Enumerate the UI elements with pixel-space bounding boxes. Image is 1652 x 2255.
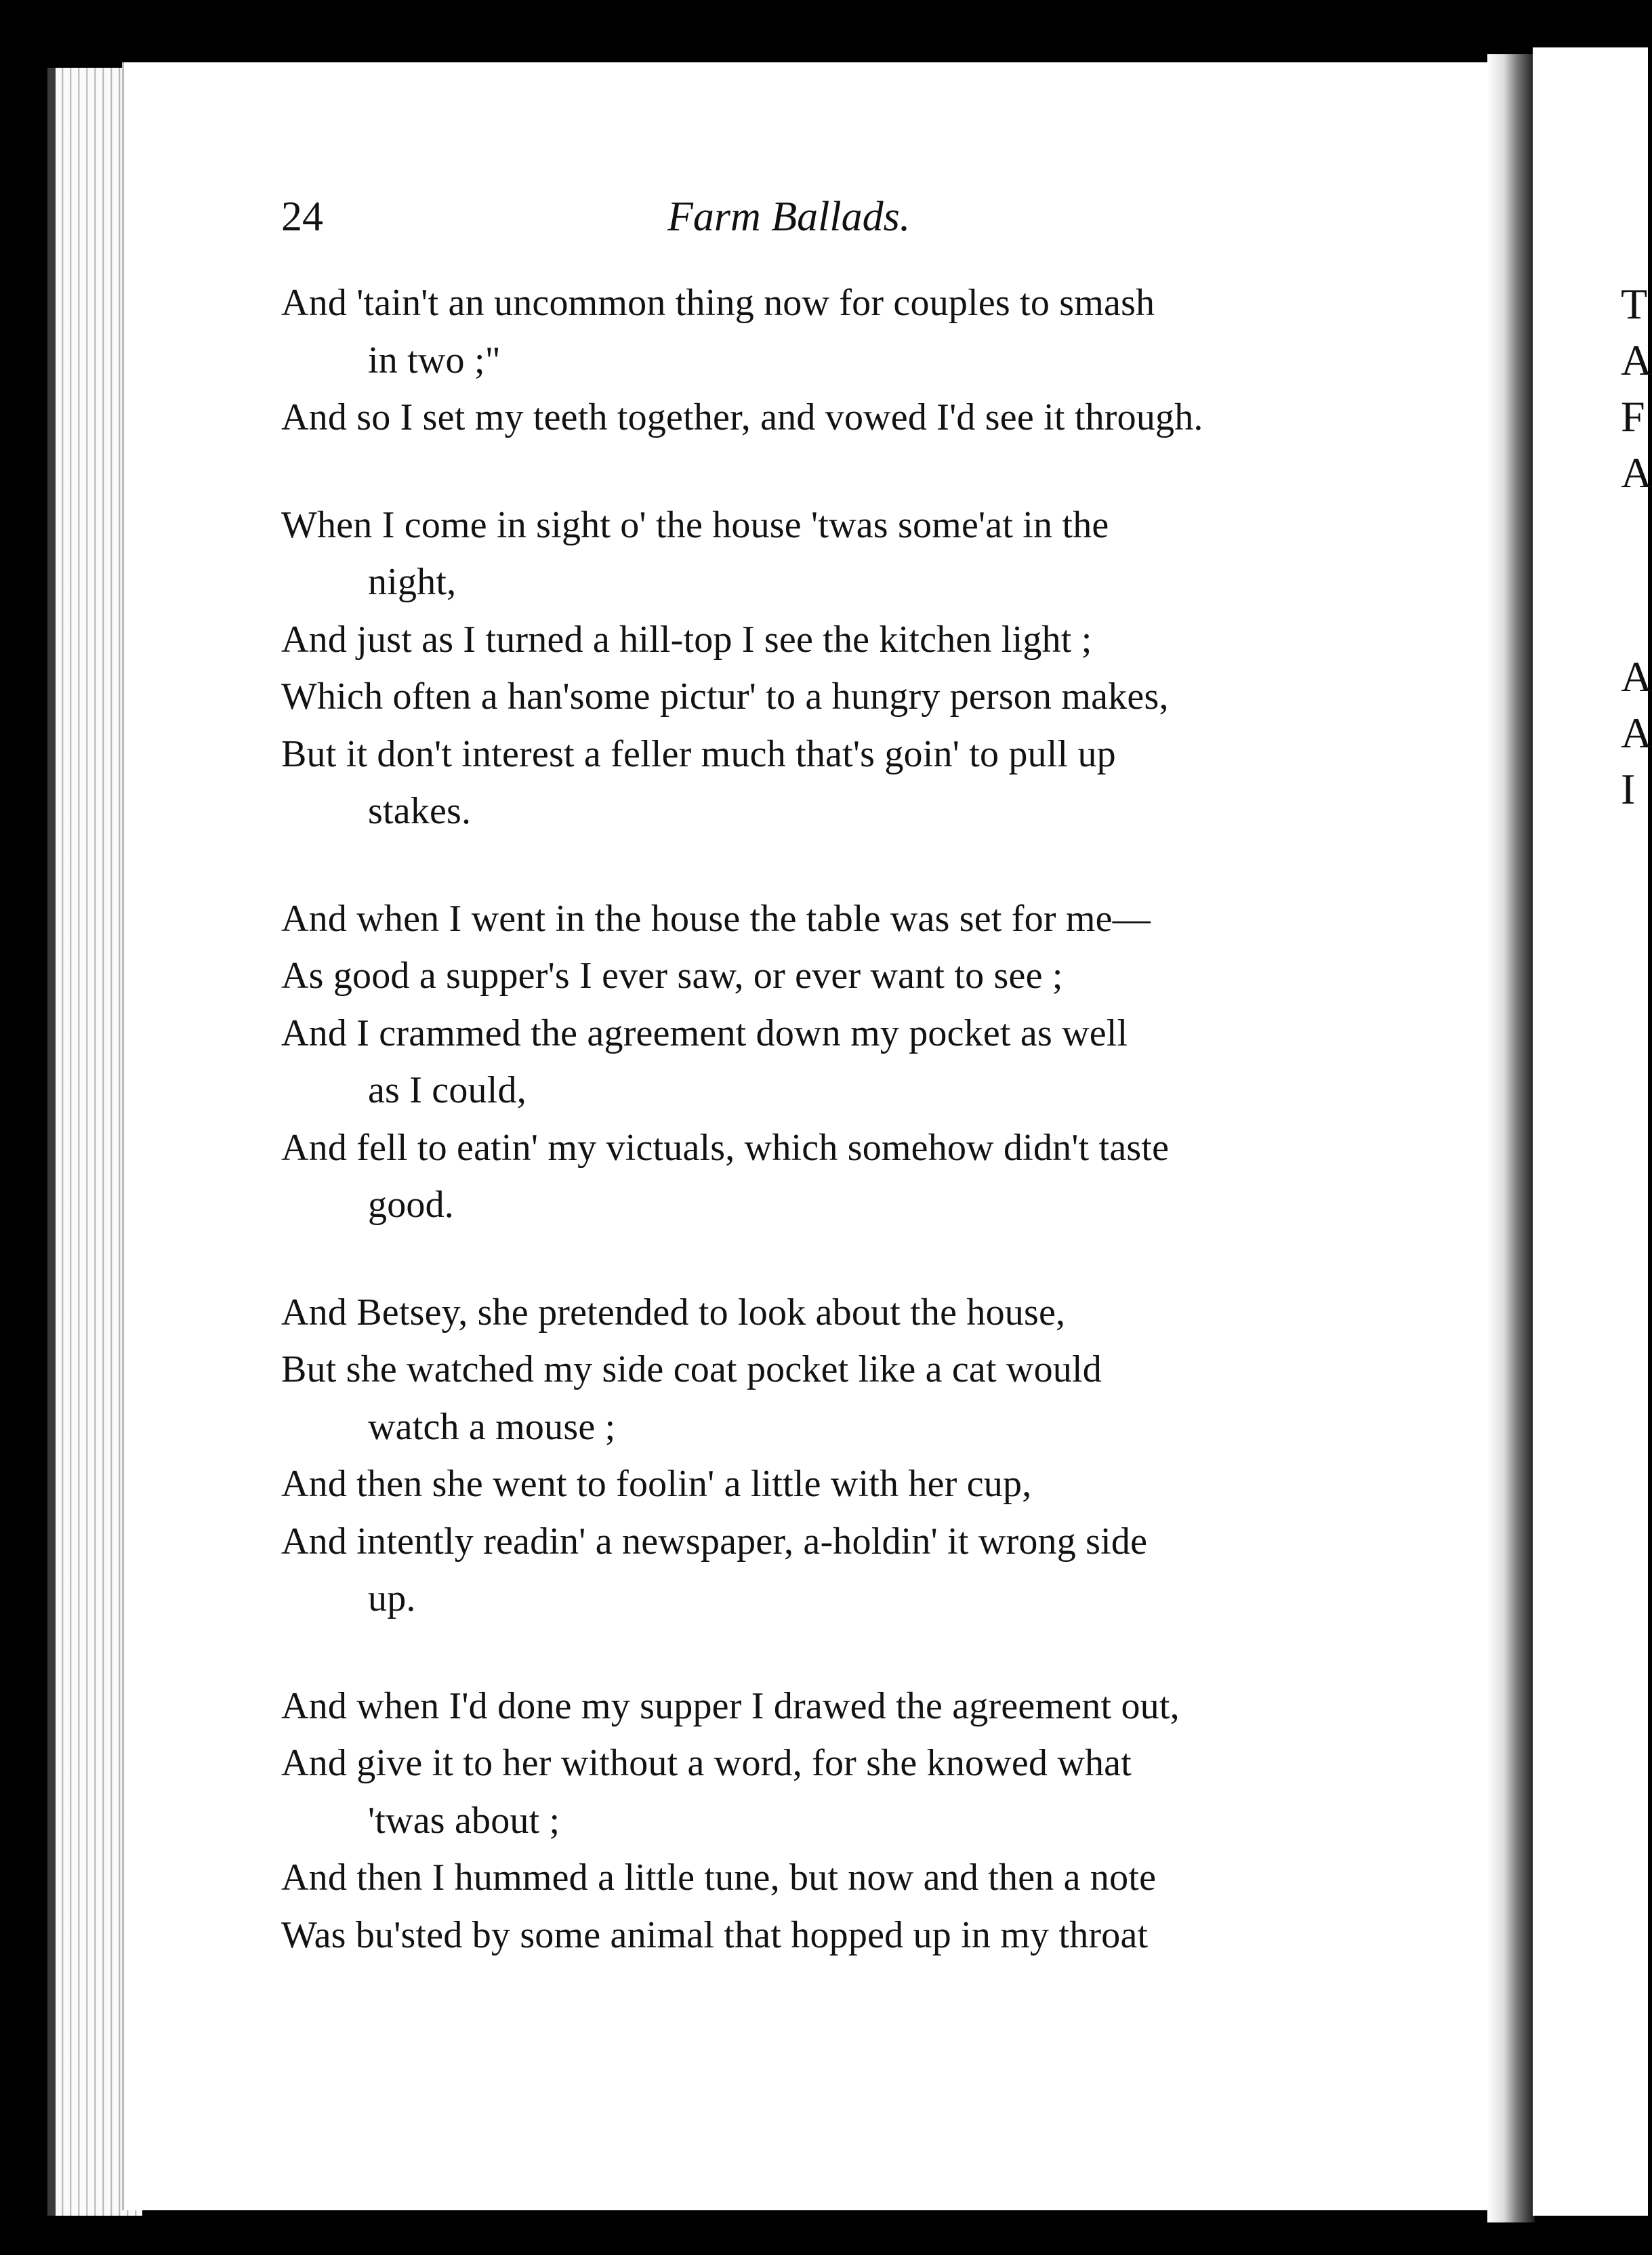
book-spine-shadow [47, 68, 56, 2216]
stanza [281, 497, 1406, 840]
verse-line-continuation: watch a mouse ; [368, 1405, 616, 1448]
facing-letter: A [1621, 709, 1652, 757]
facing-letter: I [1621, 765, 1636, 813]
poem-body [281, 274, 1406, 2014]
page-gutter [1487, 54, 1535, 2222]
verse-line: When I come in sight o' the house 'twas some'at in the [281, 503, 1109, 546]
verse-line: And 'tain't an uncommon thing now for couples to smash [281, 282, 1155, 324]
verse-line: And so I set my teeth together, and vowed I'd see it through. [281, 396, 1203, 438]
verse-line: And I crammed the agreement down my pocket as well [281, 1012, 1128, 1054]
verse-line: And just as I turned a hill-top I see the kitchen light ; [281, 618, 1092, 661]
verse-line-continuation: good. [368, 1184, 454, 1226]
verse-line-continuation: stakes. [368, 790, 472, 832]
stanza [281, 1284, 1406, 1628]
verse-line: And when I went in the house the table was set for me— [281, 897, 1151, 940]
verse-line: As good a supper's I ever saw, or ever want to see ; [281, 955, 1063, 997]
verse-line-continuation: in two ;" [368, 339, 501, 381]
verse-line: And then she went to foolin' a little with her cup, [281, 1463, 1032, 1505]
running-title: Farm Ballads. [667, 194, 911, 240]
verse-line: Which often a han'some pictur' to a hungry person makes, [281, 676, 1169, 718]
page-number: 24 [281, 194, 323, 240]
verse-line: Was bu'sted by some animal that hopped up in my throat [281, 1913, 1149, 1956]
facing-letter: A [1621, 336, 1652, 384]
verse-line-continuation: up. [368, 1577, 416, 1619]
verse-line: And intently readin' a newspaper, a-holdin' it wrong side [281, 1520, 1148, 1563]
verse-line: And Betsey, she pretended to look about the house, [281, 1291, 1066, 1333]
stanza [281, 274, 1406, 447]
verse-line: And give it to her without a word, for she knowed what [281, 1742, 1132, 1784]
verse-line: And then I hummed a little tune, but now and then a note [281, 1857, 1157, 1899]
verse-line: And when I'd done my supper I drawed the agreement out, [281, 1684, 1180, 1727]
verse-line: But it don't interest a feller much that's goin' to pull up [281, 732, 1116, 775]
stanza [281, 1678, 1406, 1964]
facing-letter: F [1621, 392, 1645, 440]
verse-line-continuation: 'twas about ; [368, 1799, 560, 1842]
facing-letter: A [1621, 449, 1652, 497]
stanza [281, 890, 1406, 1234]
facing-letter: A [1621, 653, 1652, 701]
verse-line: And fell to eatin' my victuals, which somehow didn't taste [281, 1126, 1170, 1169]
facing-page [1533, 47, 1652, 2216]
verse-line: But she watched my side coat pocket like a cat would [281, 1348, 1102, 1390]
facing-letter: T [1621, 280, 1648, 328]
verse-line-continuation: night, [368, 561, 457, 603]
page-header [281, 193, 1392, 247]
verse-line-continuation: as I could, [368, 1069, 526, 1111]
